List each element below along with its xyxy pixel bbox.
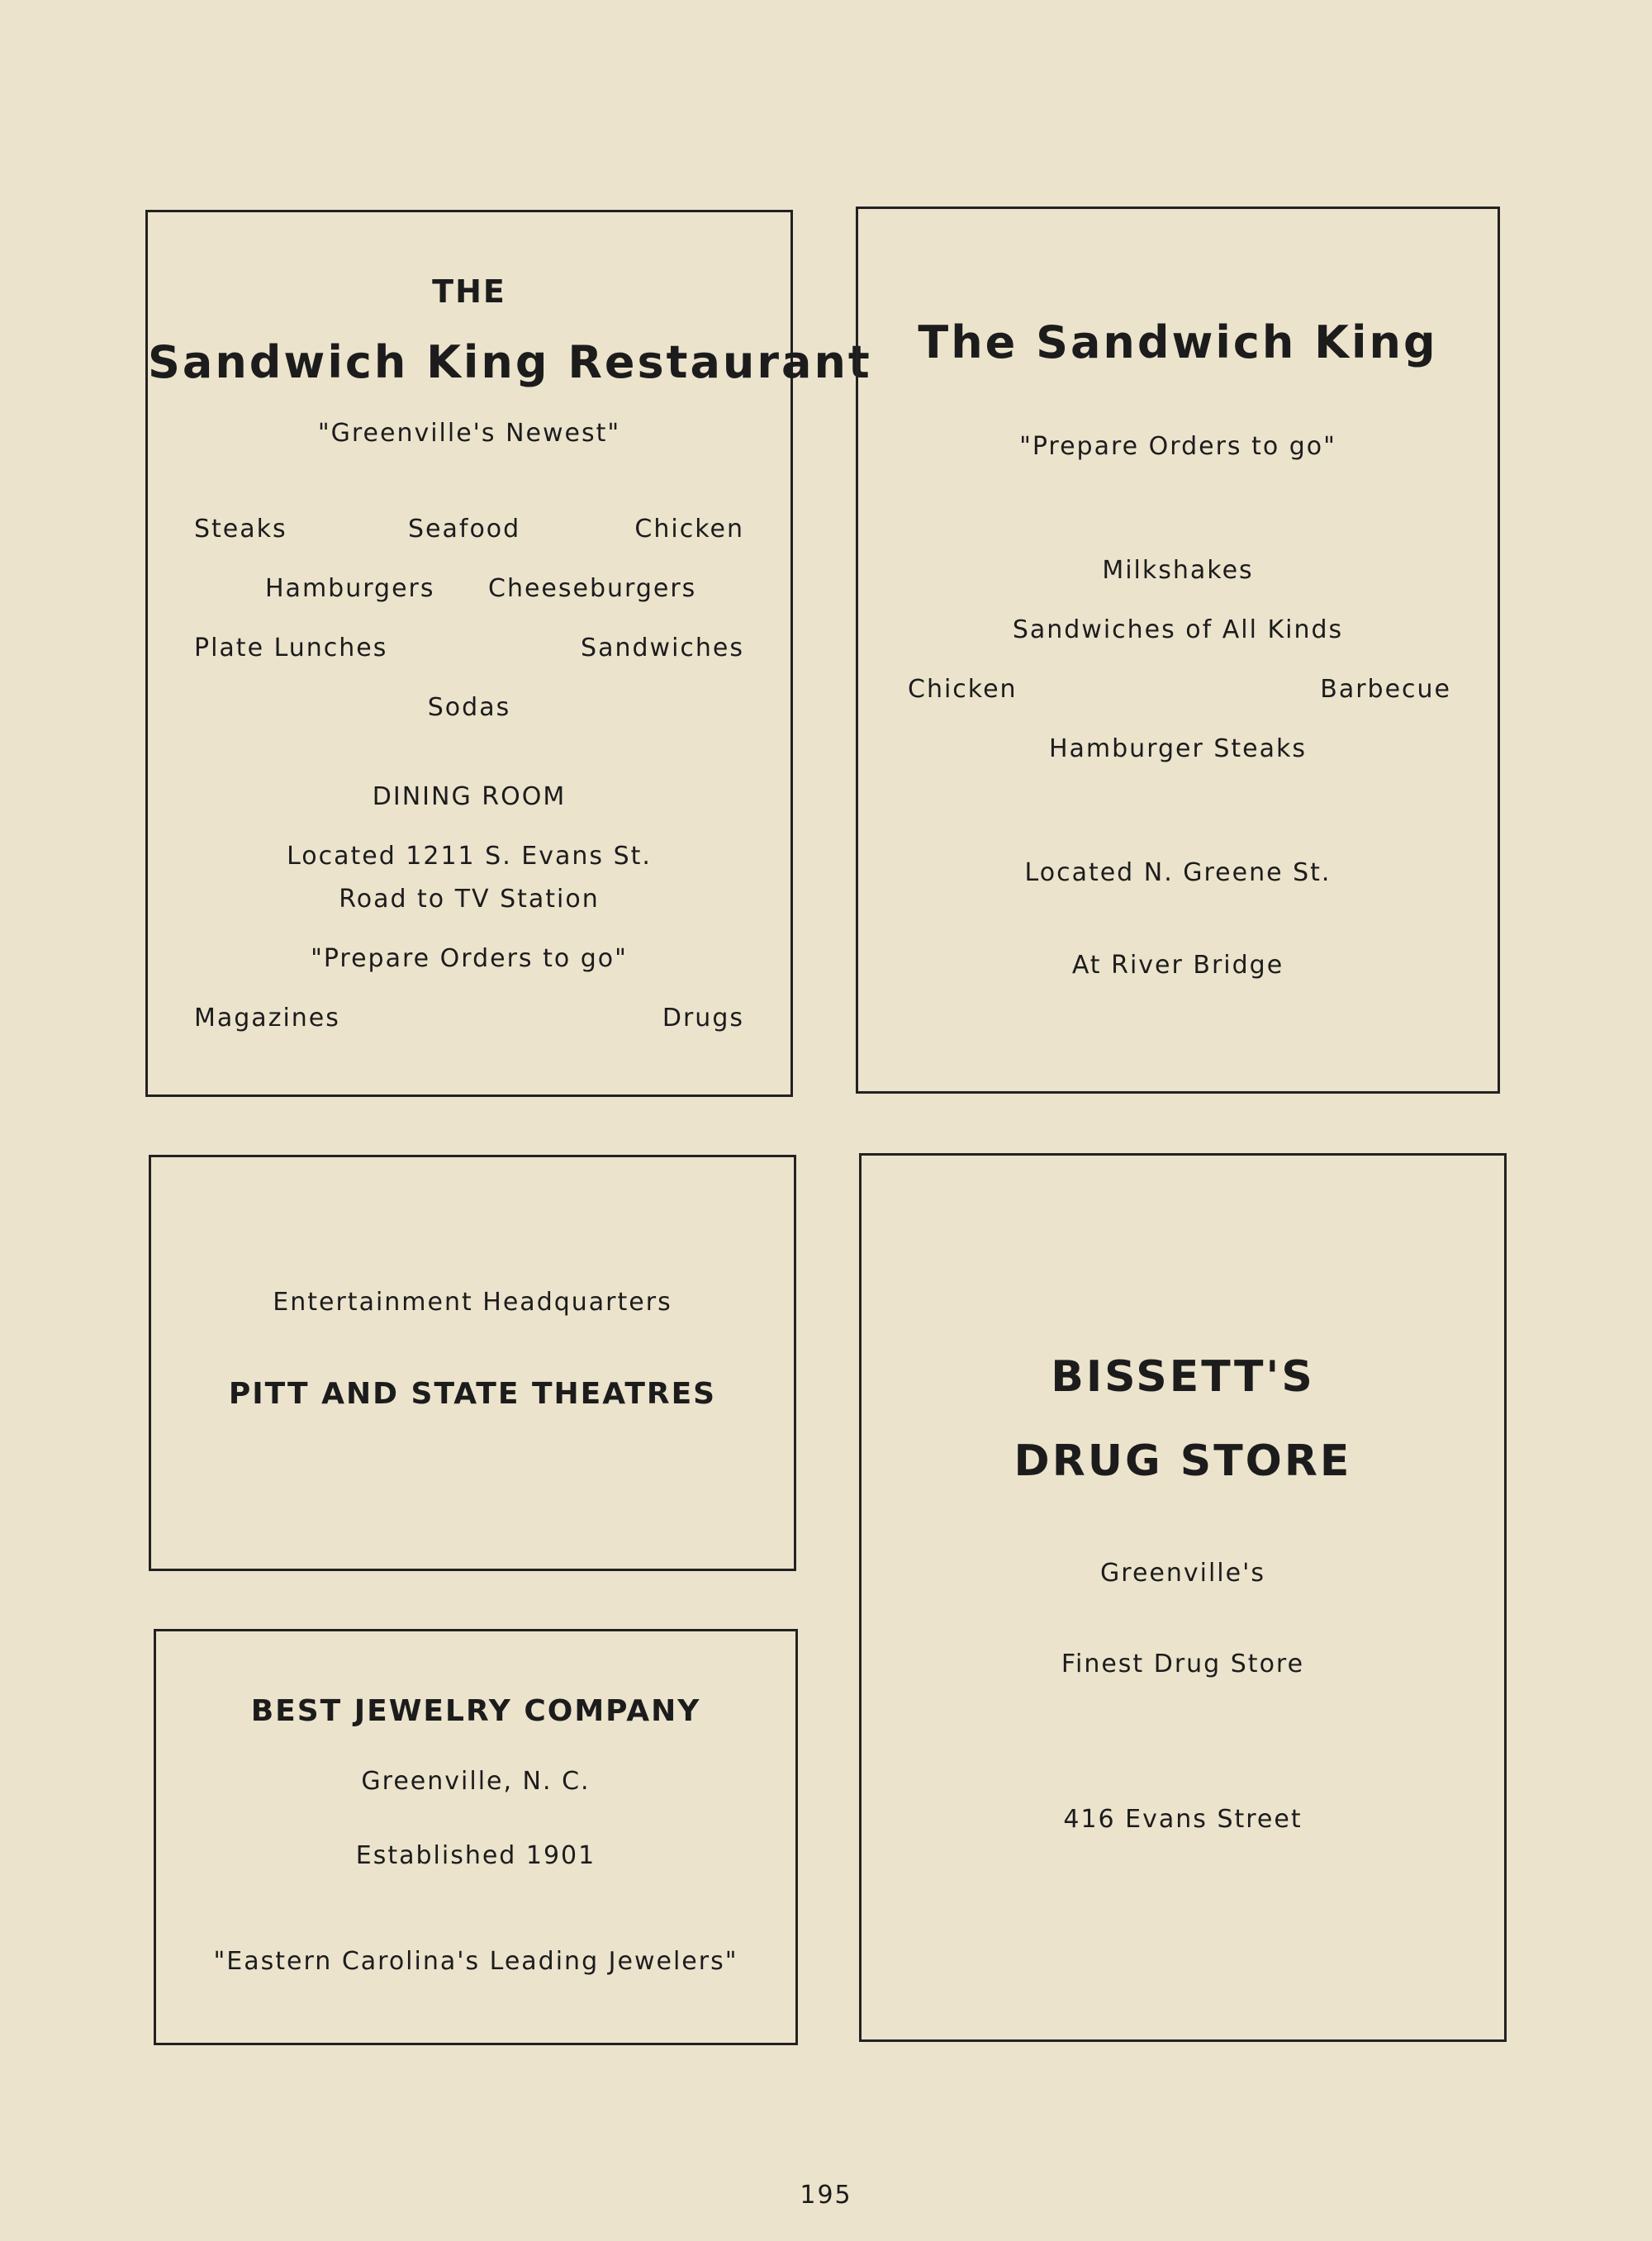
- jewelry-name: BEST JEWELRY COMPANY: [250, 1694, 701, 1728]
- entertainment-tagline: Entertainment Headquarters: [273, 1288, 672, 1317]
- menu-sandwiches: Sandwiches: [581, 634, 744, 662]
- theatres-name: PITT AND STATE THEATRES: [228, 1377, 717, 1411]
- location: Located 1211 S. Evans St.: [287, 842, 652, 871]
- menu-seafood: Seafood: [408, 515, 521, 544]
- menu-chicken: Chicken: [634, 515, 744, 544]
- orders: "Prepare Orders to go": [311, 944, 628, 973]
- sandwich-king-name: The Sandwich King: [918, 316, 1438, 368]
- menu-sodas: Sodas: [427, 693, 511, 722]
- menu-steaks: Steaks: [194, 515, 287, 544]
- tagline-line1: Greenville's: [1100, 1559, 1265, 1588]
- ad-sandwich-king: [856, 207, 1500, 1094]
- drug-store-name-line2: DRUG STORE: [1014, 1436, 1352, 1486]
- milkshakes: Milkshakes: [1102, 556, 1254, 585]
- menu-cheeseburgers: Cheeseburgers: [488, 574, 697, 603]
- menu-hamburgers: Hamburgers: [265, 574, 435, 603]
- river-bridge: At River Bridge: [1071, 951, 1284, 980]
- drug-store-name-line1: BISSETT'S: [1051, 1352, 1315, 1402]
- ad-best-jewelry-company: [154, 1629, 798, 2045]
- orders: "Prepare Orders to go": [1019, 432, 1336, 461]
- tagline: "Greenville's Newest": [317, 419, 621, 448]
- ad-bissetts-drug-store: [859, 1153, 1507, 2042]
- dining-room: DINING ROOM: [372, 782, 567, 811]
- established: Established 1901: [355, 1841, 596, 1870]
- menu-plate-lunches: Plate Lunches: [194, 634, 388, 662]
- hamburger-steaks: Hamburger Steaks: [1048, 734, 1308, 763]
- address: 416 Evans Street: [1063, 1805, 1303, 1834]
- road: Road to TV Station: [339, 885, 600, 914]
- city: Greenville, N. C.: [361, 1767, 591, 1796]
- barbecue: Barbecue: [1320, 675, 1451, 704]
- ad-heading-the: THE: [432, 273, 506, 310]
- ad-pitt-state-theatres: [149, 1155, 796, 1571]
- magazines: Magazines: [194, 1004, 340, 1033]
- drugs: Drugs: [662, 1004, 744, 1033]
- page-number: 195: [800, 2181, 852, 2210]
- chicken: Chicken: [908, 675, 1018, 704]
- ad-sandwich-king-restaurant: [145, 210, 872, 1097]
- slogan: "Eastern Carolina's Leading Jewelers": [213, 1947, 738, 1976]
- restaurant-name: Sandwich King Restaurant: [148, 336, 872, 388]
- location: Located N. Greene St.: [1024, 858, 1332, 887]
- tagline-line2: Finest Drug Store: [1061, 1650, 1305, 1678]
- sandwiches-all-kinds: Sandwiches of All Kinds: [1012, 615, 1344, 644]
